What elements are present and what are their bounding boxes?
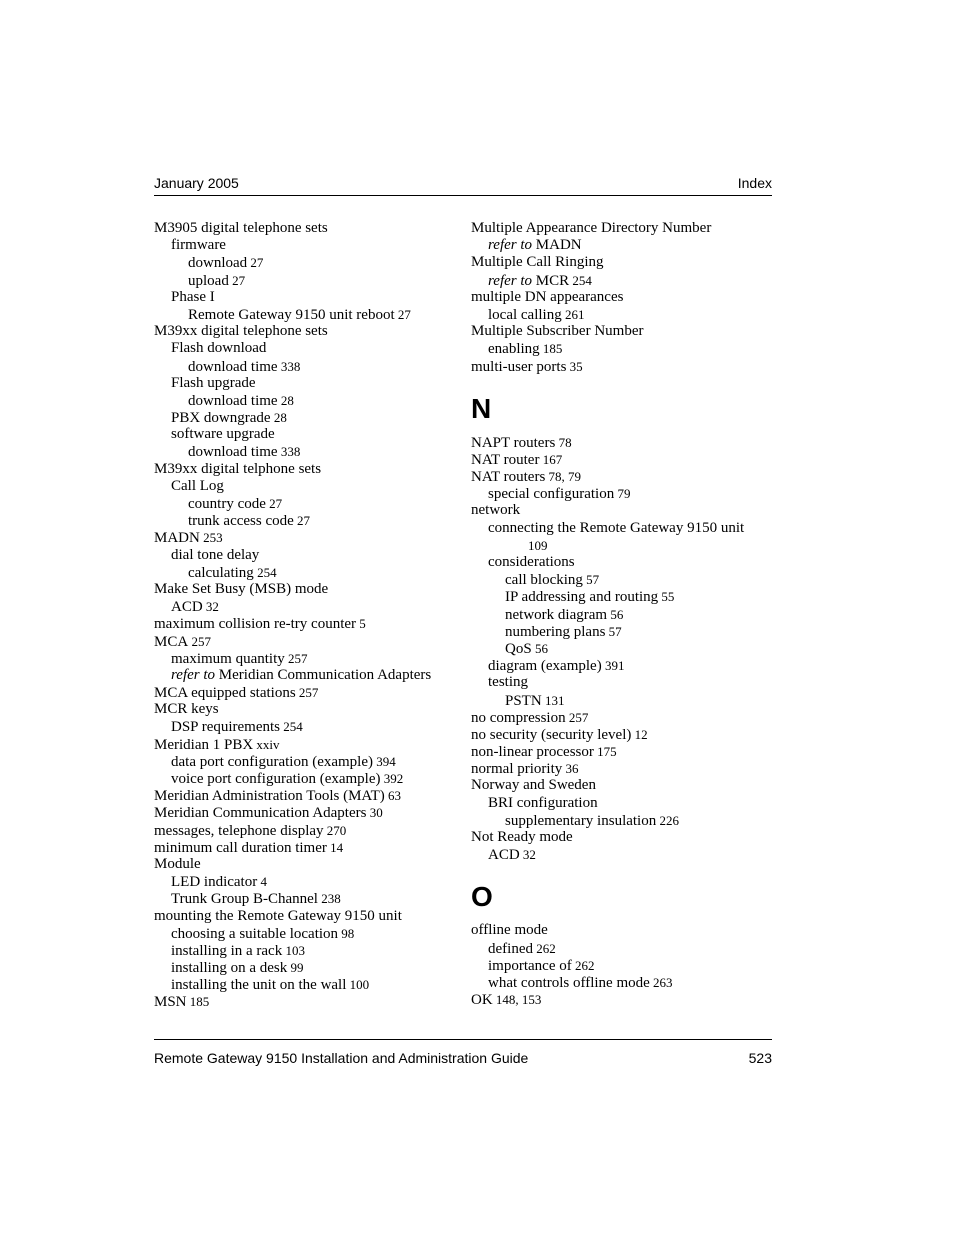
index-term: MADN — [535, 237, 582, 254]
index-entry — [471, 846, 771, 863]
page-reference: 270 — [323, 822, 347, 838]
index-term: Make Set Busy (MSB) mode — [154, 580, 329, 597]
index-entry — [154, 615, 454, 632]
index-term: IP addressing and routing — [505, 589, 659, 606]
page-reference: 27 — [228, 272, 246, 288]
index-entry — [154, 598, 454, 615]
cross-reference-label: refer to — [488, 272, 536, 289]
index-entry — [471, 502, 771, 519]
index-term: messages, telephone display — [154, 822, 324, 839]
page-reference: 253 — [199, 530, 223, 546]
index-term: LED indicator — [171, 874, 258, 891]
footer-title: Remote Gateway 9150 Installation and Administration Guide — [154, 1050, 529, 1066]
page-reference: 36 — [562, 761, 579, 777]
index-term: firmware — [171, 237, 226, 254]
index-term: mounting the Remote Gateway 9150 unit — [154, 907, 402, 924]
page-reference: 27 — [394, 306, 411, 322]
index-entry — [154, 908, 454, 925]
page-reference: 103 — [282, 942, 305, 958]
index-term: Multiple Subscriber Number — [471, 323, 644, 340]
index-entry — [471, 606, 771, 623]
index-entry — [471, 829, 771, 846]
page-reference: 257 — [295, 685, 319, 701]
page-reference: 262 — [532, 940, 556, 956]
index-entry — [154, 650, 454, 667]
index-term: QoS — [505, 640, 532, 657]
page-reference: 257 — [284, 650, 308, 666]
page-number: 523 — [748, 1050, 772, 1066]
index-entry — [154, 856, 454, 873]
page-header — [154, 175, 772, 196]
index-term: OK — [471, 992, 493, 1009]
index-entry — [154, 272, 454, 289]
index-term: calculating — [188, 564, 254, 581]
page-reference: 185 — [539, 341, 563, 357]
index-entry — [471, 451, 771, 468]
index-entry — [154, 770, 454, 787]
index-term: installing the unit on the wall — [171, 977, 347, 994]
index-entry — [471, 340, 771, 357]
index-entry — [471, 709, 771, 726]
page-reference: 392 — [380, 771, 404, 786]
index-entry — [154, 684, 454, 701]
index-term: choosing a suitable location — [171, 925, 339, 942]
page-reference: 28 — [277, 392, 294, 408]
index-term: upload — [188, 272, 229, 289]
page-reference: 78 — [555, 434, 572, 450]
page-reference: 99 — [287, 960, 304, 976]
index-term: Phase I — [171, 288, 215, 305]
index-term: call blocking — [505, 572, 583, 589]
index-term: MCR keys — [154, 701, 219, 718]
index-entry — [154, 942, 454, 959]
index-entry — [154, 547, 454, 564]
index-entry — [471, 520, 771, 537]
index-term: Module — [154, 855, 201, 872]
index-entry — [154, 306, 454, 323]
index-entry — [154, 564, 454, 581]
page-reference: 57 — [605, 623, 622, 639]
page-reference: 167 — [539, 451, 563, 467]
index-term: DSP requirements — [171, 719, 281, 736]
index-entry — [154, 512, 454, 529]
index-term: no security (security level) — [471, 726, 632, 743]
index-entry — [471, 795, 771, 812]
index-term: multi-user ports — [471, 358, 567, 375]
index-term: Flash download — [171, 340, 267, 357]
page-reference: 98 — [338, 925, 355, 941]
page-reference: 30 — [366, 805, 383, 821]
index-entry — [154, 925, 454, 942]
index-term: ACD — [488, 847, 520, 864]
index-entry — [154, 976, 454, 993]
page-reference: 56 — [531, 640, 548, 656]
index-term: PBX downgrade — [171, 410, 271, 427]
index-entry — [471, 237, 771, 254]
page-reference: 27 — [265, 496, 283, 511]
index-entry — [471, 974, 771, 991]
cross-reference-label: refer to — [171, 666, 219, 683]
index-entry — [471, 485, 771, 502]
page-reference: 79 — [614, 486, 631, 502]
page-reference: 78, 79 — [545, 469, 582, 485]
index-entry — [471, 306, 771, 323]
index-term: installing on a desk — [171, 960, 288, 977]
index-section-letter: N — [471, 392, 492, 424]
index-term: importance of — [488, 957, 572, 974]
index-entry — [471, 468, 771, 485]
index-term: M3905 digital telephone sets — [154, 220, 328, 236]
page-reference: 257 — [188, 633, 211, 649]
index-term: testing — [488, 674, 528, 691]
index-term: Meridian Administration Tools (MAT) — [154, 788, 385, 805]
index-entry — [154, 667, 454, 684]
page-reference: 254 — [569, 272, 592, 288]
index-entry — [154, 254, 454, 271]
index-entry — [154, 581, 454, 598]
page-reference: 63 — [384, 788, 401, 804]
page-reference: 263 — [649, 974, 673, 990]
index-term: BRI configuration — [488, 794, 598, 811]
index-entry — [154, 220, 454, 237]
header-section: Index — [737, 175, 772, 191]
index-entry — [154, 289, 454, 306]
index-entry — [154, 495, 454, 512]
index-term: normal priority — [471, 761, 563, 778]
index-entry — [471, 692, 771, 709]
page-footer — [154, 1039, 772, 1070]
index-entry — [154, 633, 454, 650]
index-term: M39xx digital telephone sets — [154, 323, 328, 340]
page-reference: 12 — [631, 726, 648, 742]
index-term: supplementary insulation — [505, 812, 657, 829]
index-entry — [154, 237, 454, 254]
page-reference: 131 — [541, 692, 565, 708]
index-term: MCA equipped stations — [154, 685, 296, 702]
index-entry — [471, 220, 771, 237]
index-term: maximum collision re-try counter — [154, 616, 357, 633]
index-term: MSN — [154, 994, 187, 1011]
page-reference: 109 — [528, 537, 548, 553]
header-date: January 2005 — [154, 175, 239, 191]
index-entry — [154, 375, 454, 392]
index-term: download time — [188, 392, 278, 409]
page-reference: 262 — [571, 957, 595, 973]
index-term: local calling — [488, 306, 562, 323]
index-term: special configuration — [488, 486, 615, 503]
page-reference: 226 — [656, 812, 679, 828]
index-term: no compression — [471, 709, 566, 726]
page-reference: 27 — [247, 255, 264, 271]
index-entry — [471, 777, 771, 794]
index-term: trunk access code — [188, 513, 294, 530]
index-entry — [471, 991, 771, 1008]
index-entry — [154, 392, 454, 409]
index-term: MCR — [535, 272, 570, 289]
index-term: Trunk Group B-Channel — [171, 891, 318, 908]
index-column-left — [154, 220, 454, 1011]
index-term: considerations — [488, 554, 575, 570]
index-term: download time — [188, 444, 278, 461]
index-term: defined — [488, 940, 533, 957]
index-entry — [154, 873, 454, 890]
index-entry — [154, 478, 454, 495]
index-entry — [154, 993, 454, 1010]
index-term: network diagram — [505, 606, 608, 623]
index-term: network — [471, 502, 521, 519]
index-term: data port configuration (example) — [171, 753, 374, 770]
index-term: dial tone delay — [171, 546, 260, 563]
index-entry — [154, 804, 454, 821]
index-term: ACD — [171, 599, 203, 616]
index-term: offline mode — [471, 922, 548, 939]
index-term: NAT router — [471, 451, 540, 468]
index-term: download — [188, 255, 248, 272]
index-entry — [471, 358, 771, 375]
index-entry — [471, 743, 771, 760]
index-entry — [471, 940, 771, 957]
index-entry — [154, 839, 454, 856]
page-reference: 254 — [280, 719, 303, 735]
index-term: diagram (example) — [488, 658, 602, 675]
cross-reference-label: refer to — [488, 237, 536, 254]
index-term: Multiple Call Ringing — [471, 254, 604, 271]
index-term: download time — [188, 358, 278, 375]
page-reference: 4 — [257, 874, 267, 890]
index-term: software upgrade — [171, 426, 275, 443]
index-entry — [154, 718, 454, 735]
index-entry — [154, 822, 454, 839]
page-reference: 338 — [277, 358, 301, 374]
index-entry — [471, 254, 771, 271]
page-reference: 55 — [658, 589, 675, 605]
index-entry — [154, 358, 454, 375]
index-term: Norway and Sweden — [471, 777, 596, 794]
index-entry — [471, 323, 771, 340]
index-entry — [471, 760, 771, 777]
index-entry — [154, 409, 454, 426]
page-reference: 35 — [566, 358, 583, 374]
index-entry — [154, 959, 454, 976]
index-term: Call Log — [171, 477, 224, 494]
index-entry — [471, 726, 771, 743]
index-term: MCA — [154, 633, 189, 650]
page-reference: 14 — [326, 839, 344, 855]
index-entry — [154, 736, 454, 753]
page-reference: 391 — [601, 658, 625, 674]
index-entry — [471, 272, 771, 289]
index-entry — [471, 957, 771, 974]
index-entry — [154, 443, 454, 460]
page-reference: 57 — [582, 572, 600, 588]
index-entry — [471, 554, 771, 571]
index-term: NAT routers — [471, 469, 546, 486]
index-entry — [154, 461, 454, 478]
page-reference: 27 — [293, 513, 311, 529]
index-entry — [471, 674, 771, 691]
page-reference: 185 — [186, 994, 210, 1010]
index-term: what controls offline mode — [488, 974, 650, 991]
page-reference: 32 — [202, 599, 219, 615]
index-entry — [471, 434, 771, 451]
index-entry — [154, 787, 454, 804]
index-term: PSTN — [505, 692, 542, 709]
index-term: installing in a rack — [171, 942, 283, 959]
page-reference: 5 — [356, 616, 366, 632]
index-term: Meridian 1 PBX — [154, 736, 254, 753]
page-reference: 257 — [565, 709, 589, 725]
index-term: M39xx digital telphone sets — [154, 460, 322, 477]
index-entry — [154, 529, 454, 546]
index-entry — [471, 922, 771, 939]
index-term: voice port configuration (example) — [171, 771, 381, 787]
index-term: maximum quantity — [171, 650, 285, 667]
index-term: connecting the Remote Gateway 9150 unit — [488, 519, 745, 536]
page-reference: 238 — [317, 891, 341, 907]
page-reference: 175 — [593, 744, 617, 760]
page-reference: 100 — [346, 977, 370, 993]
index-term: multiple DN appearances — [471, 288, 624, 305]
index-term: enabling — [488, 341, 540, 358]
index-term: Flash upgrade — [171, 374, 256, 391]
page-reference: 261 — [561, 306, 585, 322]
index-entry — [471, 537, 771, 554]
index-entry — [154, 753, 454, 770]
index-term: country code — [188, 496, 266, 512]
page-reference: 32 — [519, 847, 536, 863]
index-entry — [154, 890, 454, 907]
index-term: Meridian Communication Adapters — [218, 666, 432, 683]
index-term: Multiple Appearance Directory Number — [471, 220, 712, 236]
index-term: non-linear processor — [471, 744, 594, 761]
index-term: NAPT routers — [471, 434, 556, 451]
index-entry — [471, 657, 771, 674]
index-entry — [471, 812, 771, 829]
index-term: minimum call duration timer — [154, 839, 327, 856]
index-entry — [154, 701, 454, 718]
index-section-letter: O — [471, 881, 493, 913]
index-entry — [471, 571, 771, 588]
index-term: Not Ready mode — [471, 829, 573, 845]
index-term: MADN — [154, 530, 200, 547]
page-reference: xxiv — [253, 736, 280, 752]
index-term: Remote Gateway 9150 unit reboot — [188, 306, 395, 323]
index-entry — [471, 289, 771, 306]
index-term: Meridian Communication Adapters — [154, 805, 367, 822]
page-reference: 28 — [270, 410, 287, 426]
index-term: numbering plans — [505, 623, 606, 640]
index-entry — [154, 426, 454, 443]
page-reference: 338 — [277, 444, 301, 460]
index-entry — [471, 588, 771, 605]
page-reference: 148, 153 — [492, 992, 542, 1008]
page-reference: 56 — [607, 606, 624, 622]
page-reference: 394 — [373, 753, 396, 769]
page-reference: 254 — [253, 564, 277, 580]
index-entry — [471, 640, 771, 657]
index-entry — [471, 623, 771, 640]
index-entry — [154, 323, 454, 340]
index-entry — [154, 340, 454, 357]
index-column-right — [471, 220, 771, 1008]
